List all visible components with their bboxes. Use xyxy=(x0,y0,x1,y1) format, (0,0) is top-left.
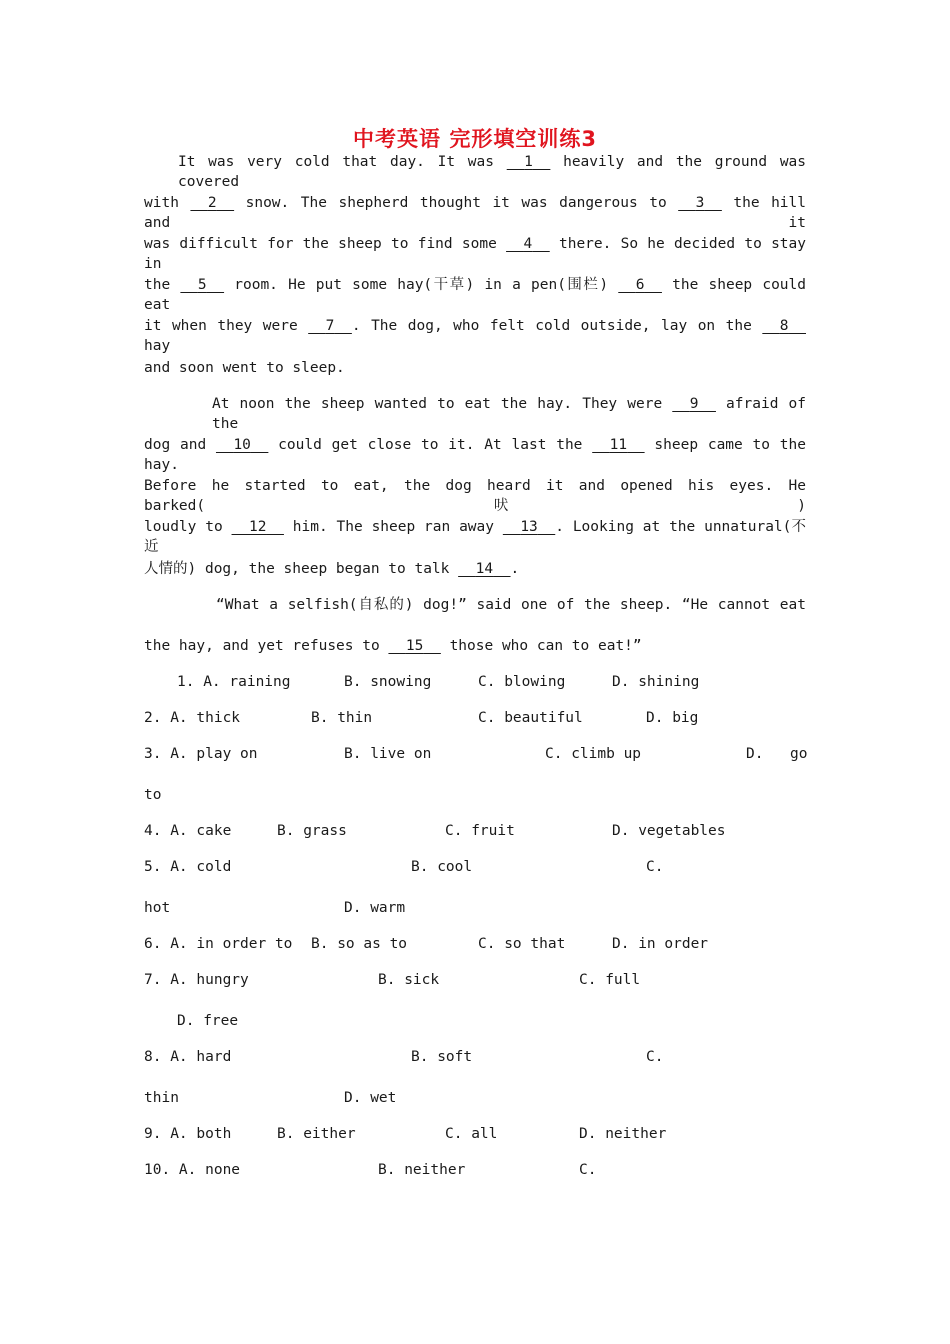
passage-line: was difficult for the sheep to find some 4 there. So he decided to stay in xyxy=(144,236,806,272)
option-q8-d: D. wet xyxy=(344,1090,397,1106)
option-q4-d: D. vegetables xyxy=(612,823,726,839)
blank-4: 4 xyxy=(523,236,533,252)
passage-line: “What a selfish(自私的) dog!” said one of the sheep. “He cannot eat xyxy=(216,597,806,613)
page-title: 中考英语 完形填空训练3 xyxy=(353,127,597,151)
option-q8-b: B. soft xyxy=(411,1049,473,1065)
blank-1: 1 xyxy=(524,154,533,170)
passage-line: Before he started to eat, the dog heard it and opened his eyes. He barked(吠) xyxy=(144,478,806,514)
option-q4-c: C. fruit xyxy=(445,823,515,839)
passage-line: it when they were 7 . The dog, who felt cold outside, lay on the 8 hay xyxy=(144,316,806,356)
blank-11: 11 xyxy=(609,437,628,453)
passage-line: the 5 room. He put some hay(干草) in a pen(围栏) 6 the sheep could eat xyxy=(144,277,806,313)
option-q2-d: D. big xyxy=(646,710,699,726)
passage-line: It was very cold that day. It was 1 heavily and the ground was covered xyxy=(178,154,807,190)
option-q8-c: C. xyxy=(646,1049,664,1065)
blank-2: 2 xyxy=(207,195,217,211)
option-q1-d: D. shining xyxy=(612,674,700,690)
option-q10-c: C. xyxy=(579,1162,597,1178)
option-q3-b: B. live on xyxy=(344,746,432,762)
option-q8-a: 8. A. hard xyxy=(144,1049,232,1065)
blank-5: 5 xyxy=(197,277,207,293)
option-q2-b: B. thin xyxy=(311,710,373,726)
option-q1-b: B. snowing xyxy=(344,674,432,690)
passage-line: At noon the sheep wanted to eat the hay. They were 9 afraid of the xyxy=(212,396,806,432)
option-q4-b: B. grass xyxy=(277,823,347,839)
option-q3-d: D. xyxy=(746,746,764,762)
option-q3-a: 3. A. play on xyxy=(144,746,258,762)
passage-line: and soon went to sleep. xyxy=(144,360,345,376)
option-q8-c-text: thin xyxy=(144,1090,179,1106)
option-q3-c: C. climb up xyxy=(545,746,642,762)
option-q5-a: 5. A. cold xyxy=(144,859,232,875)
passage-line: loudly to 12 him. The sheep ran away 13 . Looking at the unnatural(不近 xyxy=(144,519,806,555)
option-q4-a: 4. A. cake xyxy=(144,823,232,839)
option-q10-a: 10. A. none xyxy=(144,1162,241,1178)
blank-6: 6 xyxy=(635,277,645,293)
option-q9-b: B. either xyxy=(277,1126,356,1142)
option-q5-b: B. cool xyxy=(411,859,473,875)
option-q6-a: 6. A. in order to xyxy=(144,936,293,952)
option-q7-d: D. free xyxy=(177,1013,239,1029)
passage-line: dog and 10 could get close to it. At last the 11 sheep came to the hay. xyxy=(144,437,806,473)
blank-15: 15 xyxy=(405,638,424,654)
option-q3-d-text-wrap: to xyxy=(144,787,162,803)
blank-13: 13 xyxy=(520,519,538,535)
option-q6-d: D. in order xyxy=(612,936,709,952)
option-q7-a: 7. A. hungry xyxy=(144,972,249,988)
option-q5-d: D. warm xyxy=(344,900,406,916)
blank-8: 8 xyxy=(779,318,789,334)
passage-line: with 2 snow. The shepherd thought it was dangerous to 3 the hill and it xyxy=(144,195,806,231)
option-q6-c: C. so that xyxy=(478,936,566,952)
option-q3-d-text: go xyxy=(790,746,808,762)
blank-7: 7 xyxy=(325,318,335,334)
blank-14: 14 xyxy=(475,561,494,577)
option-q6-b: B. so as to xyxy=(311,936,408,952)
option-q7-c: C. full xyxy=(579,972,641,988)
blank-9: 9 xyxy=(689,396,699,412)
blank-12: 12 xyxy=(249,519,267,535)
option-q1-c: C. blowing xyxy=(478,674,566,690)
option-q5-c-text: hot xyxy=(144,900,171,916)
option-q2-c: C. beautiful xyxy=(478,710,583,726)
option-q9-c: C. all xyxy=(445,1126,498,1142)
passage-line: the hay, and yet refuses to 15 those who can to eat!” xyxy=(144,638,642,654)
option-q9-a: 9. A. both xyxy=(144,1126,232,1142)
passage-line: 人情的) dog, the sheep began to talk 14 . xyxy=(144,561,520,577)
option-q2-a: 2. A. thick xyxy=(144,710,241,726)
option-q10-b: B. neither xyxy=(378,1162,466,1178)
blank-3: 3 xyxy=(695,195,705,211)
option-q1-a: 1. A. raining xyxy=(177,674,291,690)
option-q5-c: C. xyxy=(646,859,664,875)
blank-10: 10 xyxy=(233,437,251,453)
option-q9-d: D. neither xyxy=(579,1126,667,1142)
option-q7-b: B. sick xyxy=(378,972,440,988)
